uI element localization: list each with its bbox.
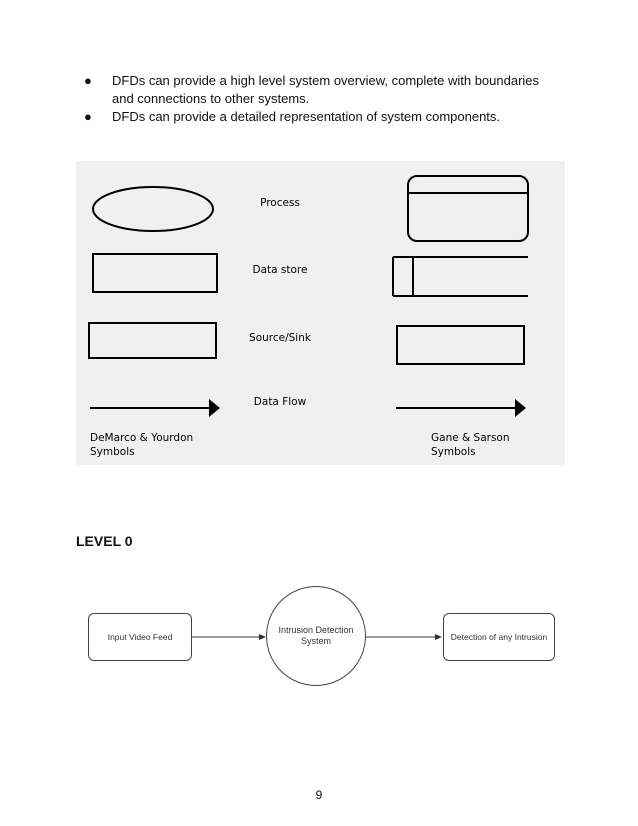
output-entity-label: Detection of any Intrusion bbox=[450, 632, 548, 642]
gane-caption-line2: Symbols bbox=[431, 446, 476, 458]
level-heading: LEVEL 0 bbox=[76, 533, 133, 549]
datastore-label: Data store bbox=[252, 264, 308, 276]
demarco-datastore-symbol bbox=[93, 254, 217, 292]
bullet-dot-icon: ● bbox=[84, 73, 92, 88]
bullet-item bbox=[82, 72, 552, 108]
input-to-system-arrow-icon bbox=[191, 634, 266, 640]
dfd-symbols-figure bbox=[76, 161, 565, 465]
process-label: Process bbox=[260, 197, 300, 209]
system-process bbox=[266, 586, 366, 686]
dataflow-label: Data Flow bbox=[253, 396, 307, 408]
sourcesink-label: Source/Sink bbox=[249, 332, 311, 344]
demarco-process-symbol bbox=[93, 187, 213, 231]
bullet-text: DFDs can provide a high level system overview, complete with boundaries and connections to other systems. bbox=[112, 73, 540, 106]
output-entity bbox=[443, 613, 555, 661]
gane-datastore-symbol bbox=[393, 257, 528, 296]
gane-process-symbol bbox=[408, 176, 528, 241]
demarco-caption-line2: Symbols bbox=[90, 446, 135, 458]
system-to-output-arrow-icon bbox=[366, 634, 442, 640]
bullet-text: DFDs can provide a detailed representation of system components. bbox=[112, 109, 501, 124]
bullet-item bbox=[82, 108, 552, 126]
page-number: 9 bbox=[315, 788, 323, 802]
bullet-dot-icon: ● bbox=[84, 109, 92, 124]
demarco-dataflow-arrow-icon bbox=[90, 399, 220, 417]
gane-dataflow-arrow-icon bbox=[396, 399, 526, 417]
input-entity-label: Input Video Feed bbox=[107, 632, 173, 642]
gane-caption-line1: Gane & Sarson bbox=[431, 432, 510, 444]
bullet-list bbox=[82, 72, 552, 126]
gane-sourcesink-symbol bbox=[397, 326, 524, 364]
input-entity bbox=[88, 613, 192, 661]
demarco-caption-line1: DeMarco & Yourdon bbox=[90, 432, 194, 444]
demarco-sourcesink-symbol bbox=[89, 323, 216, 358]
system-process-label: Intrusion Detection System bbox=[278, 625, 354, 646]
